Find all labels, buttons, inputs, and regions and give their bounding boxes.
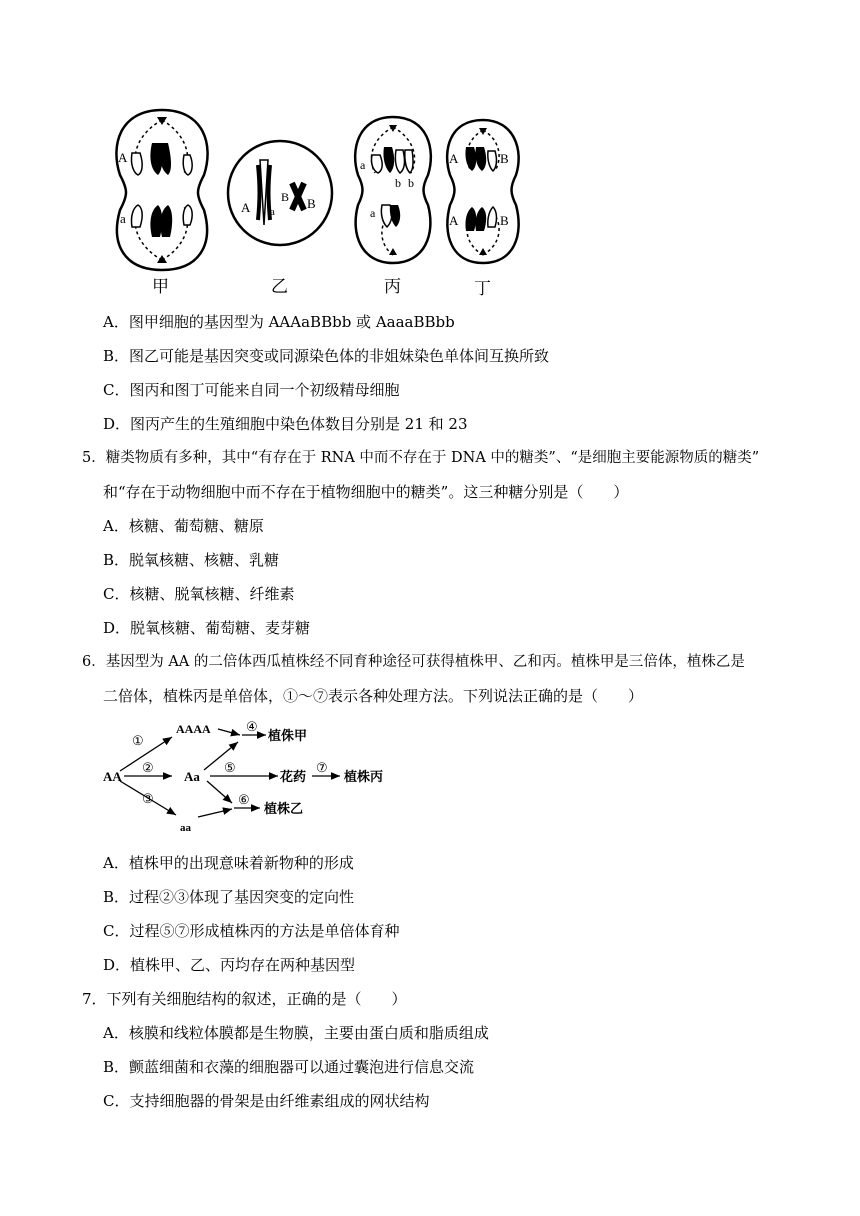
q5-option-c: C．核糖、脱氧核糖、纤维素 [103, 585, 295, 603]
step-6: ⑥ [238, 792, 250, 807]
label-yi-B1: B [281, 190, 290, 204]
label-bing-a2: a [370, 206, 376, 220]
step-2: ② [142, 760, 154, 775]
q6-option-c: C．过程⑤⑦形成植株丙的方法是单倍体育种 [103, 922, 400, 940]
q6-option-a: A．植株甲的出现意味着新物种的形成 [103, 854, 354, 872]
q6-stem-line2: 二倍体，植株丙是单倍体，①～⑦表示各种处理方法。下列说法正确的是（ ） [103, 687, 644, 705]
q6-option-d: D．植株甲、乙、丙均存在两种基因型 [103, 956, 356, 974]
caption-jia: 甲 [152, 277, 169, 297]
node-plant-jia: 植侏甲 [268, 729, 308, 744]
q6-stem-line1: 6．基因型为 AA 的二倍体西瓜植株经不同育种途径可获得植株甲、乙和丙。植株甲是三倍体，植株乙是 [82, 654, 745, 670]
node-AA: AA [103, 769, 122, 784]
label-ding-B2: B [500, 213, 509, 228]
label-ding-A1: A [449, 151, 459, 166]
label-bing-b2: b [408, 176, 414, 190]
label-bing-a1: a [360, 158, 366, 172]
q5-stem-line1: 5．糖类物质有多种，其中“有存在于 RNA 中而不存在于 DNA 中的糖类”、“是细胞主要能源物质的糖类” [82, 450, 760, 466]
q6-option-b: B．过程②③体现了基因突变的定向性 [103, 888, 355, 906]
q7-option-b: B．颤蓝细菌和衣藻的细胞器可以通过囊泡进行信息交流 [103, 1058, 475, 1076]
caption-yi: 乙 [271, 277, 288, 297]
q5-option-b: B．脱氧核糖、核糖、乳糖 [103, 551, 280, 569]
q4-option-b: B．图乙可能是基因突变或同源染色体的非姐妹染色单体间互换所致 [103, 347, 550, 365]
cell-division-diagram [100, 105, 540, 300]
q5-stem-line2: 和“存在于动物细胞中而不存在于植物细胞中的糖类”。这三种糖分别是（ ） [103, 483, 629, 501]
cell-jia [116, 110, 207, 270]
caption-bing: 丙 [384, 277, 401, 297]
q7-stem: 7．下列有关细胞结构的叙述，正确的是（ ） [82, 990, 407, 1008]
cell-ding [447, 120, 519, 263]
label-ding-A2: A [449, 213, 459, 228]
node-plant-bing: 植株丙 [344, 770, 384, 785]
label-jia-a: a [120, 211, 126, 226]
cell-bing [355, 117, 431, 263]
label-ding-B1: B [500, 151, 509, 166]
step-3: ③ [142, 791, 154, 806]
q4-option-c: C．图丙和图丁可能来自同一个初级精母细胞 [103, 381, 400, 399]
label-bing-b1: b [395, 176, 401, 190]
node-anther: 花药 [280, 770, 307, 785]
node-aa: aa [180, 822, 191, 834]
step-7: ⑦ [316, 760, 328, 775]
node-AAAA: AAAA [176, 722, 211, 736]
cell-yi [228, 141, 332, 245]
q5-option-a: A．核糖、葡萄糖、糖原 [103, 517, 264, 535]
breeding-pathway-diagram [100, 715, 400, 835]
q4-option-a: A．图甲细胞的基因型为 AAAaBBbb 或 AaaaBBbb [103, 313, 455, 331]
label-jia-A: A [118, 150, 128, 165]
caption-ding: 丁 [474, 279, 491, 299]
node-plant-yi: 植株乙 [264, 802, 304, 817]
node-Aa: Aa [184, 769, 200, 784]
cell-division-figure [100, 105, 540, 300]
q7-option-a: A．核膜和线粒体膜都是生物膜，主要由蛋白质和脂质组成 [103, 1024, 489, 1042]
label-yi-A: A [241, 200, 251, 215]
step-1: ① [132, 733, 144, 748]
label-yi-B2: B [307, 196, 316, 211]
q4-option-d: D．图丙产生的生殖细胞中染色体数目分别是 21 和 23 [103, 415, 468, 433]
q7-option-c: C．支持细胞器的骨架是由纤维素组成的网状结构 [103, 1092, 430, 1110]
q5-option-d: D．脱氧核糖、葡萄糖、麦芽糖 [103, 619, 311, 637]
step-4: ④ [246, 719, 258, 734]
step-5: ⑤ [224, 760, 236, 775]
label-yi-a: a [270, 206, 275, 218]
